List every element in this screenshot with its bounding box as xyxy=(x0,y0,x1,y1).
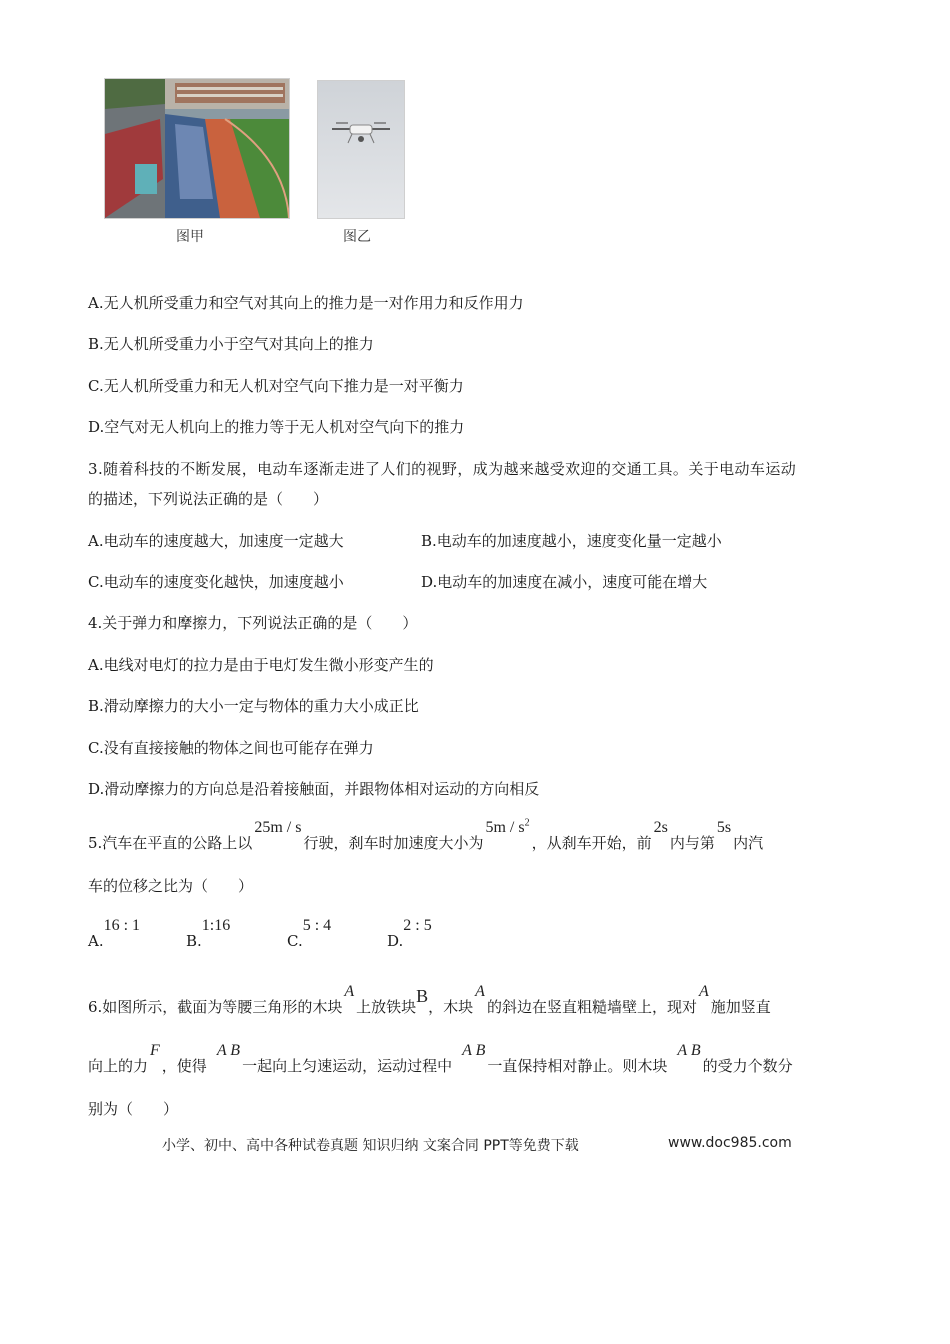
q5-option-b xyxy=(186,915,231,950)
q2-option-b: B.无人机所受重力小于空气对其向上的推力 xyxy=(88,335,374,353)
q5-time-5s: 5s xyxy=(716,819,732,836)
q3-option-b: B.电动车的加速度越小，速度变化量一定越小 xyxy=(421,532,722,550)
figure-jia-caption: 图甲 xyxy=(176,229,204,245)
q5-stem-line2: 车的位移之比为（ ） xyxy=(88,877,254,895)
q5-option-c-value: 5 : 4 xyxy=(302,917,332,934)
q5-acceleration-exponent: 2 xyxy=(524,817,530,829)
q5-option-c xyxy=(287,915,332,950)
q4-option-d: D.滑动摩擦力的方向总是沿着接触面，并跟物体相对运动的方向相反 xyxy=(88,780,540,798)
q6-symbol-f: F xyxy=(150,1042,160,1059)
q6-stem-line1 xyxy=(88,983,771,1017)
stadium-photo-image xyxy=(105,79,289,218)
q6-symbol-ab-2: A B xyxy=(462,1042,486,1059)
q5-option-d-label: D. xyxy=(387,932,404,950)
q5-option-b-value: 1:16 xyxy=(201,917,231,934)
q6-stem-line3: 别为（ ） xyxy=(88,1100,179,1118)
q5-text-5: 内汽 xyxy=(733,834,764,852)
figure-jia-stadium-photo xyxy=(104,78,290,219)
q4-option-b: B.滑动摩擦力的大小一定与物体的重力大小成正比 xyxy=(88,697,419,715)
q6-l2-text-1: 向上的力 xyxy=(88,1057,149,1075)
q5-option-a-label: A. xyxy=(88,932,104,950)
q4-option-c: C.没有直接接触的物体之间也可能存在弹力 xyxy=(88,739,374,757)
drone-photo-image xyxy=(318,81,404,218)
q6-symbol-b: B xyxy=(416,986,429,1006)
footer-link[interactable]: www.doc985.com xyxy=(668,1135,792,1151)
q6-l2-text-2: ，使得 xyxy=(161,1057,207,1075)
q5-text-4: 内与第 xyxy=(669,834,715,852)
q5-option-d-value: 2 : 5 xyxy=(403,917,432,934)
q5-option-d xyxy=(387,915,432,950)
q6-symbol-ab-3: A B xyxy=(677,1042,701,1059)
q5-time-2s: 2s xyxy=(653,819,668,836)
q5-stem-line1 xyxy=(88,817,764,853)
q6-symbol-a-1: A xyxy=(344,983,355,1000)
figure-yi-caption: 图乙 xyxy=(343,229,371,245)
q6-l1-text-5: 施加竖直 xyxy=(710,998,771,1016)
q6-l2-text-5: 的受力个数分 xyxy=(702,1057,793,1075)
q5-text-3: ，从刹车开始，前 xyxy=(531,834,652,852)
q6-l1-text-1: 6.如图所示，截面为等腰三角形的木块 xyxy=(88,998,343,1016)
q6-symbol-a-3: A xyxy=(698,983,709,1000)
figure-yi-drone-photo xyxy=(317,80,405,219)
q6-stem-line2 xyxy=(88,1042,793,1076)
footer-text: 小学、初中、高中各种试卷真题 知识归纳 文案合同 PPT等免费下载 xyxy=(162,1138,579,1154)
q5-option-b-label: B. xyxy=(186,932,202,950)
q3-stem-line2: 的描述，下列说法正确的是（ ） xyxy=(88,490,329,508)
q5-option-a-value: 16 : 1 xyxy=(103,917,141,934)
q5-text-1: 5.汽车在平直的公路上以 xyxy=(88,834,253,852)
q3-option-a: A.电动车的速度越大，加速度一定越大 xyxy=(88,532,344,550)
q6-l1-text-2: 上放铁块 xyxy=(356,998,417,1016)
q3-option-d: D.电动车的加速度在减小，速度可能在增大 xyxy=(421,573,708,591)
q6-l1-text-3: ，木块 xyxy=(428,998,474,1016)
q5-acceleration-value xyxy=(485,819,529,836)
q3-stem-line1: 3.随着科技的不断发展，电动车逐渐走进了人们的视野，成为越来越受欢迎的交通工具。关于电动车运动 xyxy=(88,460,797,478)
q4-stem: 4.关于弹力和摩擦力，下列说法正确的是（ ） xyxy=(88,614,418,632)
q6-l2-text-4: 一直保持相对静止。则木块 xyxy=(487,1057,668,1075)
q5-acceleration-base: 5m / s xyxy=(485,819,525,836)
q6-symbol-ab-1: A B xyxy=(216,1042,241,1059)
q5-option-c-label: C. xyxy=(287,932,303,950)
q3-option-c: C.电动车的速度变化越快，加速度越小 xyxy=(88,573,344,591)
q2-option-c: C.无人机所受重力和无人机对空气向下推力是一对平衡力 xyxy=(88,377,464,395)
q5-text-2: 行驶，刹车时加速度大小为 xyxy=(303,834,484,852)
q6-l2-text-3: 一起向上匀速运动，运动过程中 xyxy=(242,1057,453,1075)
q4-option-a: A.电线对电灯的拉力是由于电灯发生微小形变产生的 xyxy=(88,656,434,674)
q2-option-a: A.无人机所受重力和空气对其向上的推力是一对作用力和反作用力 xyxy=(88,294,524,312)
q5-speed-value: 25m / s xyxy=(254,819,302,836)
q6-symbol-a-2: A xyxy=(475,983,485,1000)
q6-l1-text-4: 的斜边在竖直粗糙墙壁上，现对 xyxy=(486,998,697,1016)
q2-option-d: D.空气对无人机向上的推力等于无人机对空气向下的推力 xyxy=(88,418,465,436)
q5-option-a xyxy=(88,915,141,950)
